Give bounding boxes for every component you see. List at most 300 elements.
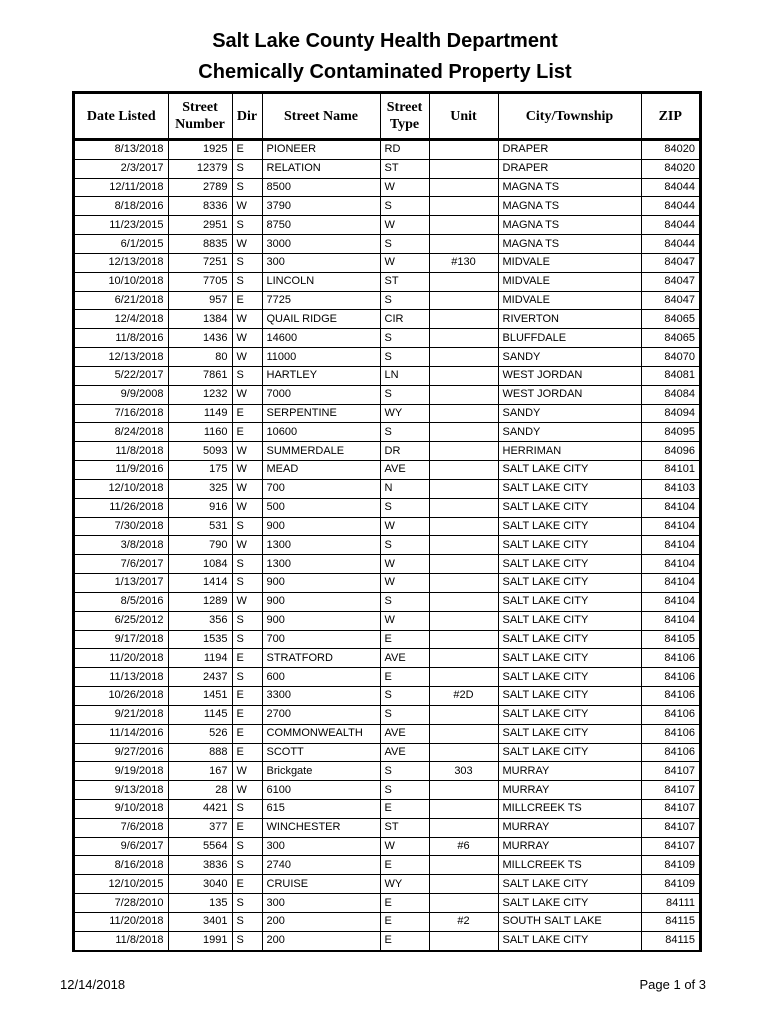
cell-street-name: 8750 [262, 216, 380, 235]
cell-date: 9/13/2018 [75, 781, 168, 800]
cell-dir: E [232, 291, 262, 310]
cell-date: 11/26/2018 [75, 498, 168, 517]
cell-street-name: 900 [262, 611, 380, 630]
cell-unit [429, 140, 498, 160]
cell-number: 1535 [168, 630, 232, 649]
cell-zip: 84020 [641, 140, 699, 160]
cell-dir: E [232, 818, 262, 837]
cell-street-type: LN [380, 366, 429, 385]
cell-date: 6/21/2018 [75, 291, 168, 310]
cell-city: SALT LAKE CITY [498, 649, 641, 668]
cell-unit [429, 818, 498, 837]
cell-unit [429, 498, 498, 517]
cell-number: 135 [168, 894, 232, 913]
cell-street-name: 7000 [262, 385, 380, 404]
cell-street-name: HARTLEY [262, 366, 380, 385]
table-row [75, 912, 699, 931]
cell-street-type: WY [380, 404, 429, 423]
table-row [75, 329, 699, 348]
table-row [75, 799, 699, 818]
cell-unit [429, 348, 498, 367]
cell-dir: W [232, 235, 262, 254]
cell-zip: 84065 [641, 310, 699, 329]
cell-street-type: N [380, 479, 429, 498]
cell-number: 80 [168, 348, 232, 367]
cell-dir: S [232, 517, 262, 536]
cell-dir: S [232, 912, 262, 931]
table-row [75, 423, 699, 442]
cell-dir: E [232, 724, 262, 743]
cell-number: 3401 [168, 912, 232, 931]
header-street-type: Street Type [380, 94, 429, 140]
cell-city: SALT LAKE CITY [498, 555, 641, 574]
cell-number: 2437 [168, 668, 232, 687]
cell-street-type: W [380, 253, 429, 272]
cell-zip: 84047 [641, 272, 699, 291]
cell-zip: 84109 [641, 875, 699, 894]
cell-unit: #6 [429, 837, 498, 856]
table-row [75, 159, 699, 178]
cell-city: SALT LAKE CITY [498, 611, 641, 630]
cell-date: 9/19/2018 [75, 762, 168, 781]
cell-date: 8/18/2016 [75, 197, 168, 216]
cell-dir: S [232, 837, 262, 856]
cell-city: SALT LAKE CITY [498, 875, 641, 894]
cell-street-name: RELATION [262, 159, 380, 178]
cell-street-type: S [380, 592, 429, 611]
cell-unit [429, 216, 498, 235]
header-dir: Dir [232, 94, 262, 140]
cell-date: 2/3/2017 [75, 159, 168, 178]
cell-date: 9/6/2017 [75, 837, 168, 856]
cell-dir: E [232, 404, 262, 423]
cell-number: 1384 [168, 310, 232, 329]
cell-street-type: S [380, 291, 429, 310]
cell-street-name: 7725 [262, 291, 380, 310]
cell-dir: E [232, 649, 262, 668]
cell-number: 1414 [168, 574, 232, 593]
cell-zip: 84104 [641, 498, 699, 517]
cell-unit [429, 404, 498, 423]
header-street-name: Street Name [262, 94, 380, 140]
cell-unit [429, 385, 498, 404]
cell-dir: S [232, 611, 262, 630]
cell-number: 4421 [168, 799, 232, 818]
cell-zip: 84094 [641, 404, 699, 423]
cell-dir: E [232, 743, 262, 762]
cell-zip: 84104 [641, 611, 699, 630]
cell-city: HERRIMAN [498, 442, 641, 461]
cell-dir: E [232, 140, 262, 160]
cell-dir: S [232, 668, 262, 687]
cell-dir: S [232, 555, 262, 574]
cell-number: 1289 [168, 592, 232, 611]
cell-date: 8/16/2018 [75, 856, 168, 875]
cell-street-name: 900 [262, 517, 380, 536]
cell-city: SALT LAKE CITY [498, 536, 641, 555]
cell-date: 9/17/2018 [75, 630, 168, 649]
property-table-container [72, 91, 702, 952]
cell-number: 1991 [168, 931, 232, 949]
cell-number: 1149 [168, 404, 232, 423]
cell-city: SANDY [498, 423, 641, 442]
cell-number: 1451 [168, 687, 232, 706]
cell-street-type: AVE [380, 461, 429, 480]
cell-date: 12/11/2018 [75, 178, 168, 197]
cell-unit [429, 366, 498, 385]
cell-dir: S [232, 253, 262, 272]
cell-city: WEST JORDAN [498, 366, 641, 385]
cell-street-type: S [380, 348, 429, 367]
cell-street-name: 3000 [262, 235, 380, 254]
cell-unit [429, 178, 498, 197]
cell-number: 957 [168, 291, 232, 310]
cell-street-type: ST [380, 159, 429, 178]
cell-street-name: 8500 [262, 178, 380, 197]
cell-city: MURRAY [498, 762, 641, 781]
cell-street-type: RD [380, 140, 429, 160]
table-row [75, 705, 699, 724]
cell-number: 167 [168, 762, 232, 781]
cell-city: RIVERTON [498, 310, 641, 329]
cell-dir: S [232, 159, 262, 178]
cell-unit [429, 272, 498, 291]
cell-dir: S [232, 799, 262, 818]
table-row [75, 875, 699, 894]
cell-number: 325 [168, 479, 232, 498]
cell-number: 5093 [168, 442, 232, 461]
cell-zip: 84044 [641, 216, 699, 235]
cell-dir: S [232, 931, 262, 949]
cell-street-type: S [380, 423, 429, 442]
cell-dir: W [232, 385, 262, 404]
document-subtitle: Chemically Contaminated Property List [198, 61, 572, 83]
cell-zip: 84044 [641, 235, 699, 254]
cell-street-name: STRATFORD [262, 649, 380, 668]
cell-zip: 84081 [641, 366, 699, 385]
cell-city: SALT LAKE CITY [498, 687, 641, 706]
cell-street-name: COMMONWEALTH [262, 724, 380, 743]
cell-street-name: 900 [262, 574, 380, 593]
table-row [75, 687, 699, 706]
cell-city: SALT LAKE CITY [498, 498, 641, 517]
table-row [75, 178, 699, 197]
table-row [75, 235, 699, 254]
cell-zip: 84106 [641, 687, 699, 706]
table-row [75, 555, 699, 574]
cell-unit [429, 291, 498, 310]
property-table [75, 94, 699, 950]
cell-zip: 84107 [641, 799, 699, 818]
cell-street-type: E [380, 931, 429, 949]
cell-dir: S [232, 216, 262, 235]
cell-zip: 84104 [641, 574, 699, 593]
cell-date: 9/9/2008 [75, 385, 168, 404]
cell-date: 12/13/2018 [75, 348, 168, 367]
cell-street-name: 200 [262, 931, 380, 949]
cell-date: 11/14/2016 [75, 724, 168, 743]
cell-city: MURRAY [498, 837, 641, 856]
cell-number: 1160 [168, 423, 232, 442]
cell-city: SALT LAKE CITY [498, 668, 641, 687]
cell-street-name: WINCHESTER [262, 818, 380, 837]
cell-dir: S [232, 366, 262, 385]
cell-date: 10/26/2018 [75, 687, 168, 706]
cell-street-type: ST [380, 818, 429, 837]
cell-street-type: E [380, 894, 429, 913]
cell-zip: 84020 [641, 159, 699, 178]
cell-date: 5/22/2017 [75, 366, 168, 385]
cell-street-name: 500 [262, 498, 380, 517]
cell-dir: W [232, 479, 262, 498]
table-row [75, 630, 699, 649]
cell-zip: 84070 [641, 348, 699, 367]
cell-dir: S [232, 894, 262, 913]
cell-dir: S [232, 856, 262, 875]
cell-unit [429, 743, 498, 762]
header-date-listed: Date Listed [75, 94, 168, 140]
header-city: City/Township [498, 94, 641, 140]
cell-unit [429, 536, 498, 555]
cell-zip: 84104 [641, 536, 699, 555]
cell-city: MAGNA TS [498, 235, 641, 254]
cell-unit [429, 705, 498, 724]
cell-unit [429, 668, 498, 687]
table-row [75, 442, 699, 461]
cell-city: SANDY [498, 404, 641, 423]
cell-street-type: S [380, 385, 429, 404]
cell-date: 1/13/2017 [75, 574, 168, 593]
cell-unit [429, 329, 498, 348]
table-row [75, 837, 699, 856]
table-row [75, 216, 699, 235]
cell-dir: W [232, 348, 262, 367]
cell-number: 916 [168, 498, 232, 517]
cell-date: 11/8/2018 [75, 931, 168, 949]
cell-city: SALT LAKE CITY [498, 574, 641, 593]
table-row [75, 404, 699, 423]
cell-street-name: Brickgate [262, 762, 380, 781]
cell-unit [429, 235, 498, 254]
cell-date: 8/5/2016 [75, 592, 168, 611]
cell-number: 7251 [168, 253, 232, 272]
cell-street-type: S [380, 705, 429, 724]
cell-city: MURRAY [498, 818, 641, 837]
cell-street-type: W [380, 574, 429, 593]
cell-street-name: CRUISE [262, 875, 380, 894]
cell-unit [429, 592, 498, 611]
cell-dir: S [232, 630, 262, 649]
cell-zip: 84106 [641, 649, 699, 668]
cell-number: 1194 [168, 649, 232, 668]
cell-city: WEST JORDAN [498, 385, 641, 404]
cell-zip: 84095 [641, 423, 699, 442]
cell-street-type: AVE [380, 649, 429, 668]
cell-date: 12/10/2015 [75, 875, 168, 894]
cell-city: SALT LAKE CITY [498, 479, 641, 498]
cell-number: 2951 [168, 216, 232, 235]
cell-city: MAGNA TS [498, 197, 641, 216]
cell-street-type: S [380, 687, 429, 706]
cell-date: 11/13/2018 [75, 668, 168, 687]
cell-number: 5564 [168, 837, 232, 856]
cell-street-name: 2700 [262, 705, 380, 724]
cell-unit [429, 517, 498, 536]
cell-city: DRAPER [498, 140, 641, 160]
table-row [75, 894, 699, 913]
cell-date: 3/8/2018 [75, 536, 168, 555]
cell-unit [429, 159, 498, 178]
cell-date: 9/21/2018 [75, 705, 168, 724]
cell-number: 3836 [168, 856, 232, 875]
cell-city: MILLCREEK TS [498, 856, 641, 875]
cell-unit [429, 781, 498, 800]
cell-street-type: W [380, 216, 429, 235]
table-row [75, 649, 699, 668]
cell-city: MURRAY [498, 781, 641, 800]
cell-zip: 84107 [641, 762, 699, 781]
cell-dir: W [232, 762, 262, 781]
cell-dir: W [232, 461, 262, 480]
cell-zip: 84115 [641, 931, 699, 949]
cell-date: 11/20/2018 [75, 912, 168, 931]
cell-dir: E [232, 687, 262, 706]
table-row [75, 856, 699, 875]
cell-number: 356 [168, 611, 232, 630]
cell-unit [429, 799, 498, 818]
cell-city: MAGNA TS [498, 216, 641, 235]
cell-street-name: 1300 [262, 555, 380, 574]
cell-city: SALT LAKE CITY [498, 461, 641, 480]
cell-zip: 84044 [641, 197, 699, 216]
table-row [75, 140, 699, 160]
cell-date: 11/23/2015 [75, 216, 168, 235]
cell-dir: W [232, 498, 262, 517]
cell-zip: 84044 [641, 178, 699, 197]
table-row [75, 592, 699, 611]
cell-date: 9/27/2016 [75, 743, 168, 762]
table-row [75, 743, 699, 762]
cell-street-name: LINCOLN [262, 272, 380, 291]
cell-number: 377 [168, 818, 232, 837]
cell-street-type: E [380, 912, 429, 931]
cell-street-name: QUAIL RIDGE [262, 310, 380, 329]
cell-unit [429, 894, 498, 913]
document-title: Salt Lake County Health Department [212, 30, 558, 52]
table-row [75, 498, 699, 517]
cell-zip: 84065 [641, 329, 699, 348]
cell-zip: 84106 [641, 705, 699, 724]
cell-number: 7705 [168, 272, 232, 291]
cell-city: SALT LAKE CITY [498, 743, 641, 762]
cell-unit [429, 611, 498, 630]
cell-date: 8/24/2018 [75, 423, 168, 442]
table-row [75, 611, 699, 630]
cell-street-type: S [380, 762, 429, 781]
table-row [75, 272, 699, 291]
cell-street-type: CIR [380, 310, 429, 329]
table-row [75, 517, 699, 536]
cell-date: 7/16/2018 [75, 404, 168, 423]
cell-number: 1232 [168, 385, 232, 404]
table-row [75, 479, 699, 498]
cell-unit [429, 461, 498, 480]
cell-date: 12/4/2018 [75, 310, 168, 329]
table-row [75, 724, 699, 743]
header-unit: Unit [429, 94, 498, 140]
cell-unit [429, 856, 498, 875]
cell-date: 12/10/2018 [75, 479, 168, 498]
cell-number: 175 [168, 461, 232, 480]
cell-unit [429, 479, 498, 498]
cell-city: SALT LAKE CITY [498, 931, 641, 949]
cell-number: 888 [168, 743, 232, 762]
cell-street-type: S [380, 197, 429, 216]
cell-unit [429, 310, 498, 329]
cell-date: 7/28/2010 [75, 894, 168, 913]
cell-unit [429, 630, 498, 649]
cell-city: SALT LAKE CITY [498, 724, 641, 743]
cell-date: 10/10/2018 [75, 272, 168, 291]
cell-street-name: MEAD [262, 461, 380, 480]
cell-unit: #2 [429, 912, 498, 931]
cell-zip: 84115 [641, 912, 699, 931]
cell-street-name: SERPENTINE [262, 404, 380, 423]
cell-dir: W [232, 310, 262, 329]
table-row [75, 366, 699, 385]
cell-street-type: S [380, 329, 429, 348]
cell-street-name: 11000 [262, 348, 380, 367]
cell-date: 6/1/2015 [75, 235, 168, 254]
cell-street-name: 700 [262, 479, 380, 498]
table-row [75, 781, 699, 800]
cell-street-name: 2740 [262, 856, 380, 875]
cell-street-name: 300 [262, 253, 380, 272]
cell-zip: 84106 [641, 724, 699, 743]
cell-zip: 84084 [641, 385, 699, 404]
cell-street-type: W [380, 555, 429, 574]
cell-number: 1436 [168, 329, 232, 348]
header-street-number: Street Number [168, 94, 232, 140]
cell-street-name: 615 [262, 799, 380, 818]
cell-date: 6/25/2012 [75, 611, 168, 630]
cell-street-name: 10600 [262, 423, 380, 442]
cell-number: 790 [168, 536, 232, 555]
cell-street-type: ST [380, 272, 429, 291]
footer-page-number: Page 1 of 3 [639, 977, 706, 992]
cell-dir: W [232, 536, 262, 555]
cell-street-name: 600 [262, 668, 380, 687]
cell-date: 11/8/2018 [75, 442, 168, 461]
cell-street-type: E [380, 630, 429, 649]
table-row [75, 668, 699, 687]
cell-zip: 84104 [641, 592, 699, 611]
cell-dir: E [232, 705, 262, 724]
cell-date: 9/10/2018 [75, 799, 168, 818]
cell-zip: 84106 [641, 743, 699, 762]
cell-dir: W [232, 197, 262, 216]
cell-zip: 84107 [641, 837, 699, 856]
cell-zip: 84047 [641, 253, 699, 272]
cell-street-type: S [380, 498, 429, 517]
cell-date: 11/8/2016 [75, 329, 168, 348]
cell-zip: 84109 [641, 856, 699, 875]
cell-city: BLUFFDALE [498, 329, 641, 348]
cell-dir: W [232, 592, 262, 611]
cell-date: 11/9/2016 [75, 461, 168, 480]
cell-number: 7861 [168, 366, 232, 385]
cell-zip: 84107 [641, 781, 699, 800]
